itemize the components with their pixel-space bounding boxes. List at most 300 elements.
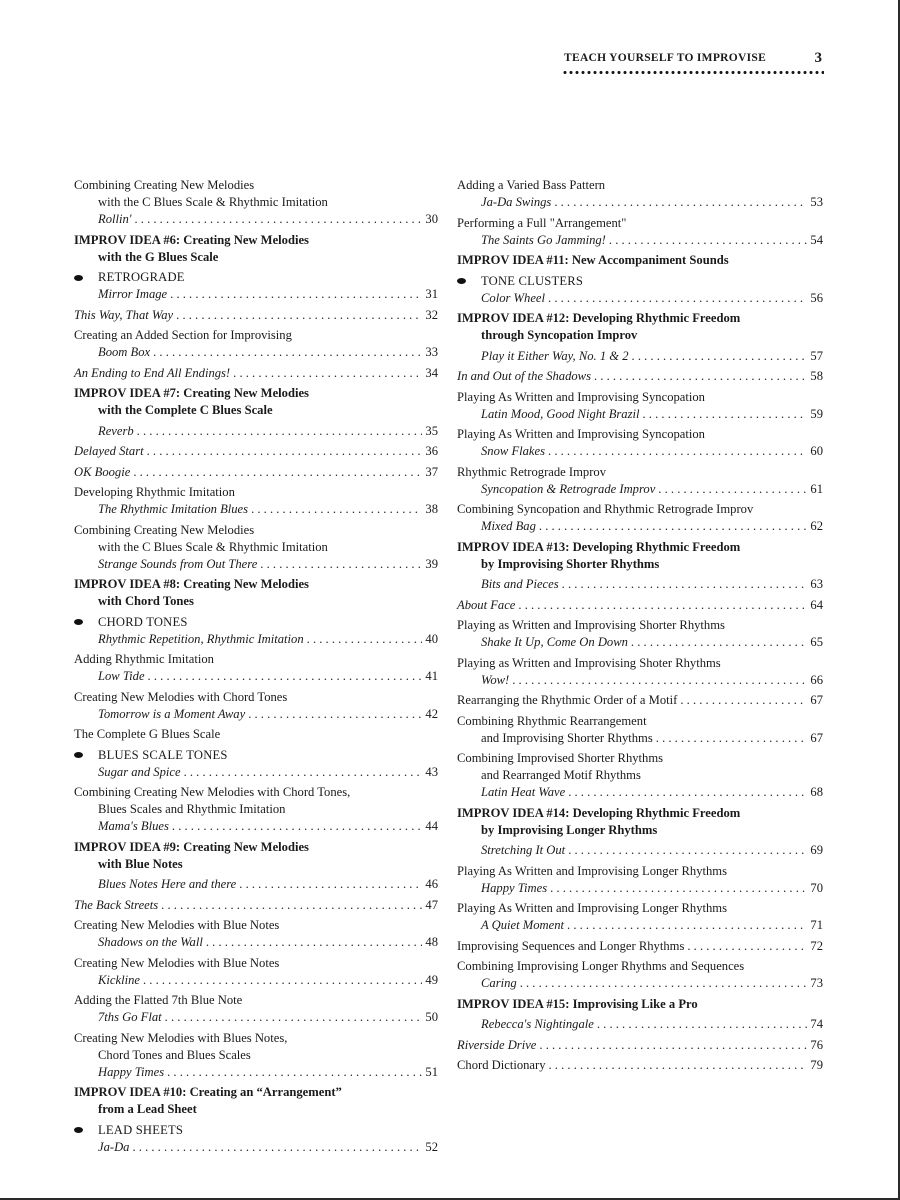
- toc-entry: [74, 177, 438, 228]
- page-ref: 79: [810, 1058, 823, 1072]
- page-ref: 63: [810, 577, 823, 591]
- dot-leader: [176, 307, 422, 324]
- dot-leader: [680, 692, 807, 709]
- page-ref: 35: [425, 423, 438, 438]
- page-ref: 56: [810, 290, 823, 305]
- dot-leader: [567, 917, 807, 934]
- piece-title: Stretching It Out: [481, 843, 566, 857]
- toc-row: [457, 443, 823, 460]
- entry-description: Combining Syncopation and Rhythmic Retrograde Improv: [457, 502, 754, 516]
- toc-entry: [74, 423, 438, 440]
- toc-row: [457, 194, 823, 211]
- dot-leader: [632, 348, 808, 365]
- topic-bullet: [74, 747, 438, 764]
- toc-row: [457, 518, 823, 535]
- toc-row: [457, 880, 823, 897]
- dot-leader: [184, 764, 423, 781]
- piece-title: The Saints Go Jamming!: [481, 232, 606, 247]
- dot-leader: [520, 975, 808, 992]
- toc-row: [457, 975, 823, 992]
- dot-leader: [165, 1009, 423, 1026]
- toc-entry: [74, 365, 438, 382]
- toc-entry: [457, 177, 823, 211]
- toc-row: [457, 481, 823, 498]
- entry-description: Playing As Written and Improvising Longer Rhythms: [457, 901, 728, 915]
- toc-entry: [457, 1037, 823, 1054]
- heading-line: IMPROV IDEA #11: New Accompaniment Sounds: [457, 253, 729, 267]
- page-ref: 49: [425, 972, 438, 987]
- toc-row: [74, 501, 438, 518]
- heading-line: through Syncopation Improv: [481, 328, 638, 342]
- piece-title: Rebecca's Nightingale: [481, 1017, 594, 1031]
- toc-entry: [457, 389, 823, 423]
- page-ref: 33: [425, 345, 438, 359]
- dot-leader: [687, 938, 807, 955]
- entry-description: Combining Creating New Melodies: [74, 522, 255, 537]
- dot-leader: [656, 730, 808, 747]
- toc-row: [74, 897, 438, 914]
- toc-row: [74, 211, 438, 228]
- dotted-rule: [562, 70, 824, 75]
- toc-row: [457, 784, 823, 801]
- piece-title: Rollin': [98, 212, 132, 226]
- topic-label: TONE CLUSTERS: [481, 273, 584, 288]
- page-number: 3: [814, 50, 822, 66]
- section-heading: [74, 385, 438, 419]
- dot-leader: [206, 934, 423, 951]
- toc-row: [74, 1009, 438, 1026]
- heading-line: with Blue Notes: [98, 856, 183, 871]
- section-heading: [74, 232, 438, 266]
- dot-leader: [233, 365, 422, 382]
- toc-row: [457, 1016, 823, 1033]
- entry-description: Combining Improvising Longer Rhythms and Sequences: [457, 959, 745, 973]
- section-heading: [74, 839, 438, 873]
- toc-subsection: [74, 726, 438, 743]
- toc-entry: [457, 426, 823, 460]
- toc-row: [74, 307, 438, 324]
- entry-description: Adding the Flatted 7th Blue Note: [74, 993, 243, 1007]
- page-ref: 67: [810, 730, 823, 745]
- piece-title: Rearranging the Rhythmic Order of a Motif: [457, 693, 678, 707]
- toc-entry: [457, 842, 823, 859]
- toc-row: [457, 368, 823, 385]
- entry-description: Playing As Written and Improvising Syncopation: [457, 427, 705, 441]
- dot-leader: [549, 1057, 808, 1074]
- entry-description: Rhythmic Retrograde Improv: [457, 464, 606, 479]
- toc-entry: [74, 286, 438, 303]
- dot-leader: [167, 1064, 422, 1081]
- toc-row: [74, 423, 438, 440]
- page-ref: 50: [425, 1010, 438, 1024]
- piece-title: In and Out of the Shadows: [457, 369, 591, 383]
- dot-leader: [251, 501, 422, 518]
- entry-description: Creating New Melodies with Blue Notes: [74, 918, 280, 932]
- piece-title: and Improvising Shorter Rhythms: [481, 730, 653, 745]
- entry-description: Performing a Full "Arrangement": [457, 215, 627, 230]
- section-heading: [457, 805, 823, 839]
- entry-description: Playing As Written and Improvising Syncopation: [457, 389, 705, 404]
- piece-title: Mama's Blues: [98, 819, 169, 833]
- toc-row: [457, 730, 823, 747]
- dot-leader: [148, 668, 423, 685]
- dot-leader: [161, 897, 422, 914]
- toc-row: [457, 917, 823, 934]
- piece-title: An Ending to End All Endings!: [74, 365, 231, 380]
- entry-description: Chord Tones and Blues Scales: [98, 1047, 251, 1062]
- page-ref: 38: [425, 502, 438, 516]
- toc-entry: [457, 750, 823, 801]
- toc-entry: [457, 900, 823, 934]
- toc-row: [74, 668, 438, 685]
- heading-line: by Improvising Shorter Rhythms: [481, 556, 660, 571]
- piece-title: Snow Flakes: [481, 444, 546, 458]
- bullet-dot-icon: [74, 619, 83, 625]
- page-ref: 73: [810, 976, 823, 990]
- piece-title: Latin Heat Wave: [481, 785, 566, 799]
- piece-title: Color Wheel: [481, 290, 546, 305]
- piece-title: Mixed Bag: [481, 519, 536, 533]
- dot-leader: [260, 556, 422, 573]
- piece-title: Bits and Pieces: [481, 577, 559, 591]
- piece-title: Rhythmic Repetition, Rhythmic Imitation: [98, 631, 304, 646]
- piece-title: Delayed Start: [74, 444, 144, 458]
- toc-entry: [74, 992, 438, 1026]
- piece-title: Ja-Da Swings: [481, 195, 552, 209]
- toc-entry: [457, 938, 823, 955]
- toc-row: [457, 842, 823, 859]
- dot-leader: [170, 286, 422, 303]
- entry-description: Creating New Melodies with Blues Notes,: [74, 1030, 288, 1045]
- bullet-dot-icon: [74, 1127, 83, 1133]
- toc-row: [457, 232, 823, 249]
- dot-leader: [609, 232, 808, 249]
- piece-title: Happy Times: [481, 880, 548, 895]
- toc-entry: [457, 1057, 823, 1074]
- heading-line: IMPROV IDEA #15: Improvising Like a Pro: [457, 996, 698, 1011]
- entry-description: and Rearranged Motif Rhythms: [481, 768, 641, 782]
- page-ref: 44: [425, 819, 438, 833]
- piece-title: Kickline: [98, 972, 140, 987]
- toc-row: [74, 286, 438, 303]
- toc-entry: [74, 631, 438, 648]
- toc-entry: [74, 955, 438, 989]
- piece-title: 7ths Go Flat: [98, 1010, 162, 1024]
- topic-bullet: [74, 269, 438, 286]
- toc-entry: [74, 917, 438, 951]
- page-ref: 53: [810, 195, 823, 209]
- section-heading: [457, 539, 823, 573]
- toc-entry: [457, 713, 823, 747]
- toc-row: [74, 1139, 438, 1156]
- toc-row: [457, 938, 823, 955]
- toc-entry: [74, 897, 438, 914]
- topic-label: CHORD TONES: [98, 614, 188, 629]
- page-ref: 65: [810, 635, 823, 649]
- dot-leader: [539, 518, 808, 535]
- toc-entry: [74, 689, 438, 723]
- piece-title: Happy Times: [98, 1064, 165, 1079]
- piece-title: Tomorrow is a Moment Away: [98, 706, 246, 721]
- page-ref: 69: [810, 843, 823, 857]
- toc-entry: [74, 764, 438, 781]
- dot-leader: [550, 880, 807, 897]
- page-ref: 59: [810, 406, 823, 421]
- section-heading: [457, 252, 823, 269]
- heading-line: from a Lead Sheet: [98, 1102, 197, 1116]
- piece-title: Caring: [481, 976, 517, 990]
- page-ref: 62: [810, 519, 823, 533]
- toc-row: [74, 464, 438, 481]
- entry-description: Adding Rhythmic Imitation: [74, 652, 214, 666]
- toc-entry: [457, 290, 823, 307]
- piece-title: About Face: [457, 597, 516, 612]
- heading-line: IMPROV IDEA #10: Creating an “Arrangement”: [74, 1085, 342, 1099]
- toc-entry: [74, 651, 438, 685]
- dot-leader: [631, 634, 807, 651]
- toc-row: [457, 1057, 823, 1074]
- page-ref: 72: [810, 938, 823, 953]
- heading-line: IMPROV IDEA #6: Creating New Melodies: [74, 232, 309, 247]
- toc-row: [74, 934, 438, 951]
- toc-row: [457, 290, 823, 307]
- dot-leader: [133, 464, 422, 481]
- piece-title: Improvising Sequences and Longer Rhythms: [457, 938, 685, 953]
- section-heading: [457, 996, 823, 1013]
- page-ref: 30: [425, 212, 438, 226]
- piece-title: This Way, That Way: [74, 307, 174, 322]
- toc-entry: [457, 464, 823, 498]
- toc-entry: [74, 484, 438, 518]
- subsection-title: The Complete G Blues Scale: [74, 727, 221, 741]
- toc-entry: [457, 501, 823, 535]
- section-heading: [457, 310, 823, 344]
- page-ref: 51: [425, 1064, 438, 1079]
- heading-line: by Improvising Longer Rhythms: [481, 822, 658, 837]
- page-ref: 60: [810, 444, 823, 458]
- page-ref: 48: [425, 935, 438, 949]
- dot-leader: [594, 368, 807, 385]
- toc-row: [74, 706, 438, 723]
- dot-leader: [562, 576, 808, 593]
- page-ref: 74: [810, 1017, 823, 1031]
- entry-description: Blues Scales and Rhythmic Imitation: [98, 802, 286, 816]
- bullet-dot-icon: [457, 278, 466, 284]
- heading-line: with Chord Tones: [98, 594, 194, 608]
- dot-leader: [548, 443, 807, 460]
- toc-entry: [457, 1016, 823, 1033]
- toc-row: [457, 672, 823, 689]
- heading-line: IMPROV IDEA #13: Developing Rhythmic Freedom: [457, 539, 741, 554]
- heading-line: with the Complete C Blues Scale: [98, 403, 273, 417]
- toc-entry: [457, 692, 823, 709]
- dot-leader: [518, 597, 807, 614]
- toc-entry: [74, 443, 438, 460]
- toc-row: [457, 1037, 823, 1054]
- piece-title: Shadows on the Wall: [98, 935, 203, 949]
- toc-entry: [74, 327, 438, 361]
- piece-title: Syncopation & Retrograde Improv: [481, 481, 656, 496]
- topic-bullet: [74, 1122, 438, 1139]
- toc-entry: [74, 522, 438, 573]
- topic-bullet: [457, 273, 823, 290]
- toc-entry: [457, 215, 823, 249]
- entry-description: with the C Blues Scale & Rhythmic Imitation: [98, 539, 328, 554]
- piece-title: Chord Dictionary: [457, 1058, 546, 1072]
- toc-entry: [457, 348, 823, 365]
- page-ref: 43: [425, 764, 438, 779]
- toc-row: [74, 365, 438, 382]
- entry-description: Playing as Written and Improvising Shoter Rhythms: [457, 655, 721, 670]
- topic-label: RETROGRADE: [98, 270, 185, 284]
- piece-title: Latin Mood, Good Night Brazil: [481, 406, 640, 421]
- page-ref: 37: [425, 464, 438, 479]
- toc-entry: [74, 464, 438, 481]
- toc-entry: [457, 617, 823, 651]
- entry-description: Creating an Added Section for Improvising: [74, 328, 292, 342]
- page-ref: 39: [425, 556, 438, 571]
- entry-description: Combining Creating New Melodies with Chord Tones,: [74, 785, 351, 799]
- page-ref: 57: [810, 348, 823, 363]
- toc-row: [74, 764, 438, 781]
- page-ref: 67: [810, 693, 823, 707]
- toc-row: [74, 818, 438, 835]
- toc-row: [74, 443, 438, 460]
- toc-row: [457, 406, 823, 423]
- piece-title: Blues Notes Here and there: [98, 877, 237, 891]
- entry-description: Creating New Melodies with Chord Tones: [74, 689, 288, 704]
- piece-title: Sugar and Spice: [98, 764, 181, 779]
- dot-leader: [658, 481, 807, 498]
- piece-title: Reverb: [98, 423, 134, 438]
- toc-row: [457, 634, 823, 651]
- heading-line: with the G Blues Scale: [98, 249, 219, 264]
- dot-leader: [143, 972, 422, 989]
- page-ref: 42: [425, 706, 438, 721]
- piece-title: Mirror Image: [98, 287, 168, 301]
- topic-label: BLUES SCALE TONES: [98, 747, 228, 762]
- dot-leader: [548, 290, 807, 307]
- topic-label: LEAD SHEETS: [98, 1122, 184, 1137]
- page-ref: 68: [810, 785, 823, 799]
- dot-leader: [153, 344, 422, 361]
- page-ref: 66: [810, 672, 823, 687]
- page-ref: 64: [810, 597, 823, 612]
- toc-row: [74, 972, 438, 989]
- piece-title: Play it Either Way, No. 1 & 2: [481, 348, 629, 363]
- page-ref: 76: [810, 1037, 823, 1052]
- page-ref: 54: [810, 232, 823, 247]
- toc-row: [74, 344, 438, 361]
- heading-line: IMPROV IDEA #8: Creating New Melodies: [74, 577, 309, 591]
- piece-title: Riverside Drive: [457, 1037, 537, 1052]
- piece-title: Wow!: [481, 672, 510, 687]
- section-heading: [74, 576, 438, 610]
- dot-leader: [137, 423, 423, 440]
- dot-leader: [512, 672, 807, 689]
- dot-leader: [239, 876, 422, 893]
- page-ref: 36: [425, 444, 438, 458]
- heading-line: IMPROV IDEA #12: Developing Rhythmic Freedom: [457, 311, 741, 325]
- toc-entry: [457, 863, 823, 897]
- dot-leader: [643, 406, 808, 423]
- running-title: TEACH YOURSELF TO IMPROVISE: [564, 52, 767, 64]
- dot-leader: [554, 194, 807, 211]
- page-ref: 47: [425, 897, 438, 912]
- entry-description: Adding a Varied Bass Pattern: [457, 178, 606, 192]
- page-ref: 31: [425, 287, 438, 301]
- piece-title: Ja-Da: [98, 1139, 130, 1154]
- page-ref: 71: [810, 918, 823, 932]
- entry-description: with the C Blues Scale & Rhythmic Imitation: [98, 195, 328, 209]
- entry-description: Developing Rhythmic Imitation: [74, 485, 235, 499]
- piece-title: The Rhythmic Imitation Blues: [98, 502, 249, 516]
- page-ref: 52: [425, 1139, 438, 1154]
- piece-title: Strange Sounds from Out There: [98, 556, 258, 571]
- toc-entry: [457, 958, 823, 992]
- toc-column-left: [74, 177, 438, 1159]
- entry-description: Playing As Written and Improvising Longer Rhythms: [457, 863, 728, 878]
- heading-line: IMPROV IDEA #14: Developing Rhythmic Freedom: [457, 805, 741, 820]
- entry-description: Playing as Written and Improvising Shorter Rhythms: [457, 618, 725, 632]
- page-ref: 41: [425, 669, 438, 683]
- entry-description: Creating New Melodies with Blue Notes: [74, 955, 280, 970]
- toc-row: [74, 631, 438, 648]
- toc-entry: [74, 1139, 438, 1156]
- page-ref: 32: [425, 307, 438, 322]
- piece-title: Low Tide: [98, 669, 145, 683]
- toc-row: [457, 692, 823, 709]
- piece-title: Boom Box: [98, 345, 151, 359]
- page-ref: 46: [425, 877, 438, 891]
- toc-row: [74, 1064, 438, 1081]
- toc-row: [74, 556, 438, 573]
- page-ref: 61: [810, 481, 823, 496]
- topic-bullet: [74, 614, 438, 631]
- toc-row: [457, 597, 823, 614]
- dot-leader: [248, 706, 422, 723]
- toc-entry: [74, 1030, 438, 1081]
- bullet-dot-icon: [74, 275, 83, 281]
- page-ref: 40: [425, 631, 438, 646]
- section-heading: [74, 1084, 438, 1118]
- dot-leader: [568, 784, 807, 801]
- page-ref: 70: [810, 880, 823, 895]
- entry-description: Combining Rhythmic Rearrangement: [457, 713, 647, 728]
- entry-description: Combining Creating New Melodies: [74, 178, 255, 192]
- heading-line: IMPROV IDEA #9: Creating New Melodies: [74, 839, 309, 854]
- toc-row: [74, 876, 438, 893]
- running-head: [560, 52, 824, 68]
- piece-title: A Quiet Moment: [481, 918, 565, 932]
- piece-title: Shake It Up, Come On Down: [481, 635, 628, 649]
- entry-description: Combining Improvised Shorter Rhythms: [457, 751, 664, 765]
- toc-entry: [74, 784, 438, 835]
- toc-entry: [457, 368, 823, 385]
- heading-line: IMPROV IDEA #7: Creating New Melodies: [74, 386, 309, 400]
- page-ref: 34: [425, 365, 438, 380]
- bullet-dot-icon: [74, 752, 83, 758]
- dot-leader: [134, 211, 422, 228]
- toc-entry: [457, 576, 823, 593]
- toc-entry: [457, 597, 823, 614]
- toc-entry: [74, 307, 438, 324]
- toc-entry: [457, 655, 823, 689]
- toc-row: [457, 348, 823, 365]
- dot-leader: [568, 842, 807, 859]
- dot-leader: [539, 1037, 807, 1054]
- toc-row: [457, 576, 823, 593]
